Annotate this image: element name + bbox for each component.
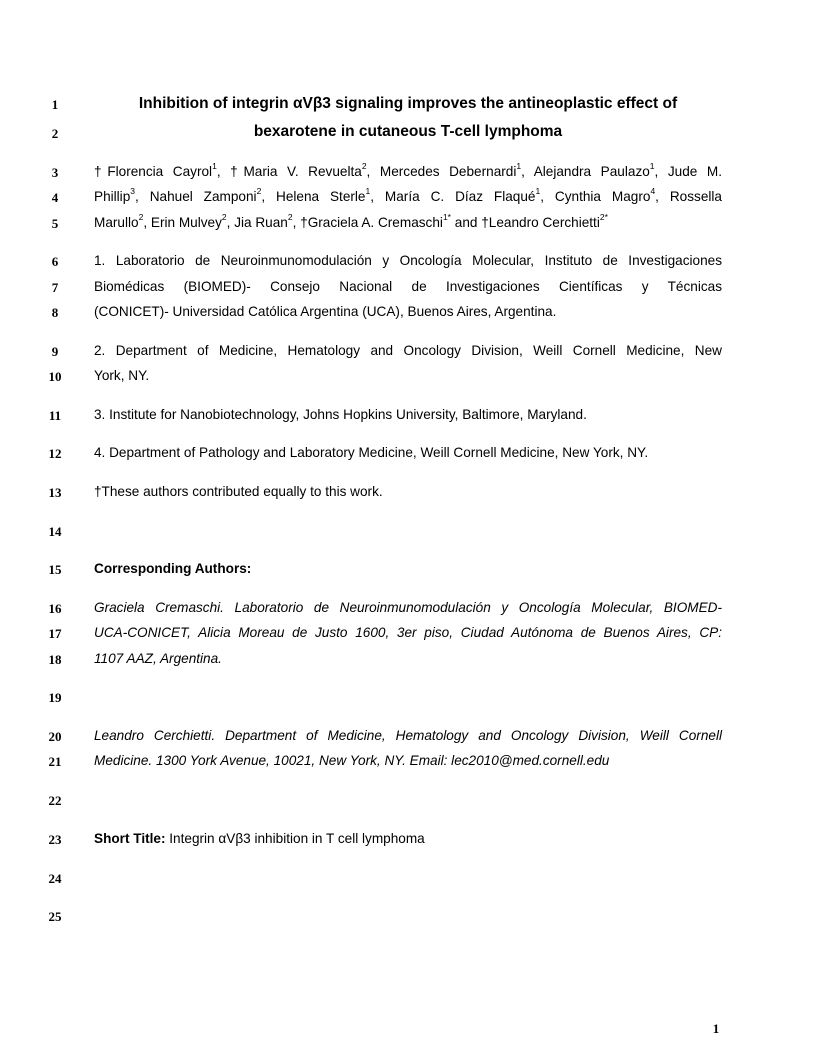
short-title-label: Short Title: bbox=[94, 831, 166, 846]
author-line-1 bbox=[94, 163, 722, 181]
author-affiliation-mark: 1* bbox=[442, 212, 451, 223]
author-separator: , bbox=[226, 215, 235, 230]
affiliation-2-line-1: 2. Department of Medicine, Hematology and Oncology Division, Weill Cornell Medicine, New bbox=[94, 343, 722, 358]
corresponding-author-1-line-3: 1107 AAZ, Argentina. bbox=[94, 651, 222, 666]
author-separator: , bbox=[216, 164, 231, 179]
line-number: 17 bbox=[48, 626, 62, 641]
author-separator: , bbox=[370, 189, 385, 204]
author-separator: , bbox=[654, 164, 668, 179]
line-number: 8 bbox=[51, 305, 59, 320]
affiliation-2-line-2: York, NY. bbox=[94, 368, 150, 383]
paper-title-line-1: Inhibition of integrin αVβ3 signaling improves the antineoplastic effect of bbox=[138, 95, 678, 112]
author: Cynthia Magro bbox=[554, 189, 651, 204]
author-separator: , bbox=[143, 215, 151, 230]
author-affiliation-mark: 2 bbox=[287, 212, 293, 223]
author: Nahuel Zamponi bbox=[149, 189, 257, 204]
line-number: 5 bbox=[51, 216, 59, 231]
affiliation-1-line-2: Biomédicas (BIOMED)- Consejo Nacional de Investigaciones Científicas y Técnicas bbox=[94, 279, 722, 294]
author: Mercedes Debernardi bbox=[379, 164, 517, 179]
short-title-text: Integrin αVβ3 inhibition in T cell lymphoma bbox=[165, 831, 425, 846]
line-number: 7 bbox=[51, 280, 59, 295]
corresponding-author-1-line-2: UCA-CONICET, Alicia Moreau de Justo 1600, 3er piso, Ciudad Autónoma de Buenos Aires, CP: bbox=[94, 625, 722, 640]
equal-contribution-note: †These authors contributed equally to this work. bbox=[94, 484, 383, 499]
author-affiliation-mark: 1 bbox=[212, 161, 217, 172]
line-number: 14 bbox=[48, 524, 62, 539]
author-affiliation-mark: 2 bbox=[361, 161, 367, 172]
author-separator: , bbox=[292, 215, 301, 230]
affiliation-3: 3. Institute for Nanobiotechnology, Johns Hopkins University, Baltimore, Maryland. bbox=[94, 407, 587, 422]
author: Jia Ruan bbox=[234, 215, 288, 230]
author-line-3 bbox=[94, 214, 722, 232]
author-last-part: Phillip bbox=[94, 189, 131, 204]
corresponding-heading: Corresponding Authors: bbox=[94, 561, 252, 576]
author-affiliation-mark: 1 bbox=[649, 161, 655, 172]
author-last-part: Marullo bbox=[94, 215, 139, 230]
author-first-part: Rossella bbox=[669, 189, 722, 204]
author-affiliation-mark: 1 bbox=[365, 186, 371, 197]
line-number: 21 bbox=[48, 754, 62, 769]
author: †Leandro Cerchietti bbox=[481, 215, 600, 230]
affiliation-1-line-1: 1. Laboratorio de Neuroinmunomodulación y Oncología Molecular, Instituto de Investigaciones bbox=[94, 253, 722, 268]
author: María C. Díaz Flaqué bbox=[384, 189, 536, 204]
author-line-2 bbox=[94, 188, 722, 206]
author: †Florencia Cayrol bbox=[94, 164, 213, 179]
author-separator: , bbox=[540, 189, 555, 204]
line-number: 2 bbox=[51, 126, 59, 141]
line-number: 24 bbox=[48, 871, 62, 886]
line-number: 11 bbox=[48, 408, 62, 423]
author-first-part: Jude M. bbox=[667, 164, 722, 179]
author-affiliation-mark: 2* bbox=[599, 212, 608, 223]
author: †Maria V. Revuelta bbox=[230, 164, 362, 179]
author-separator: , bbox=[521, 164, 534, 179]
affiliation-1-line-3: (CONICET)- Universidad Católica Argentina (UCA), Buenos Aires, Argentina. bbox=[94, 304, 557, 319]
line-number: 3 bbox=[51, 165, 59, 180]
line-number: 6 bbox=[51, 254, 59, 269]
line-number: 1 bbox=[51, 97, 59, 112]
author-affiliation-mark: 3 bbox=[130, 186, 136, 197]
author-affiliation-mark: 2 bbox=[221, 212, 227, 223]
author: Erin Mulvey bbox=[150, 215, 222, 230]
author-separator: and bbox=[450, 215, 482, 230]
author-affiliation-mark: 2 bbox=[256, 186, 262, 197]
corresponding-author-2-line-1: Leandro Cerchietti. Department of Medicine, Hematology and Oncology Division, Weill Cornell bbox=[94, 728, 722, 743]
line-number: 23 bbox=[48, 832, 62, 847]
author: Alejandra Paulazo bbox=[533, 164, 650, 179]
line-number: 22 bbox=[48, 793, 62, 808]
line-number: 4 bbox=[51, 190, 59, 205]
line-number: 19 bbox=[48, 690, 62, 705]
author-separator: , bbox=[135, 189, 150, 204]
line-number: 15 bbox=[48, 562, 62, 577]
author-affiliation-mark: 1 bbox=[535, 186, 541, 197]
author-separator: , bbox=[261, 189, 276, 204]
line-number: 18 bbox=[48, 652, 62, 667]
line-number: 16 bbox=[48, 601, 62, 616]
corresponding-author-2-line-2: Medicine. 1300 York Avenue, 10021, New York, NY. Email: lec2010@med.cornell.edu bbox=[94, 753, 610, 768]
line-number: 12 bbox=[48, 446, 62, 461]
line-number: 20 bbox=[48, 729, 62, 744]
author-affiliation-mark: 4 bbox=[650, 186, 656, 197]
corresponding-author-1-line-1: Graciela Cremaschi. Laboratorio de Neuroinmunomodulación y Oncología Molecular, BIOMED- bbox=[94, 600, 722, 615]
author: Helena Sterle bbox=[276, 189, 366, 204]
paper-title-line-2: bexarotene in cutaneous T-cell lymphoma bbox=[253, 123, 563, 140]
author-separator: , bbox=[366, 164, 380, 179]
short-title bbox=[94, 830, 722, 848]
author-affiliation-mark: 2 bbox=[138, 212, 144, 223]
author-separator: , bbox=[655, 189, 670, 204]
line-number: 25 bbox=[48, 909, 62, 924]
author-affiliation-mark: 1 bbox=[516, 161, 522, 172]
line-number: 10 bbox=[48, 369, 62, 384]
affiliation-4: 4. Department of Pathology and Laboratory Medicine, Weill Cornell Medicine, New York, NY. bbox=[94, 445, 649, 460]
line-number: 9 bbox=[51, 344, 59, 359]
page-number: 1 bbox=[712, 1021, 720, 1036]
line-number: 13 bbox=[48, 485, 62, 500]
author: †Graciela A. Cremaschi bbox=[300, 215, 443, 230]
